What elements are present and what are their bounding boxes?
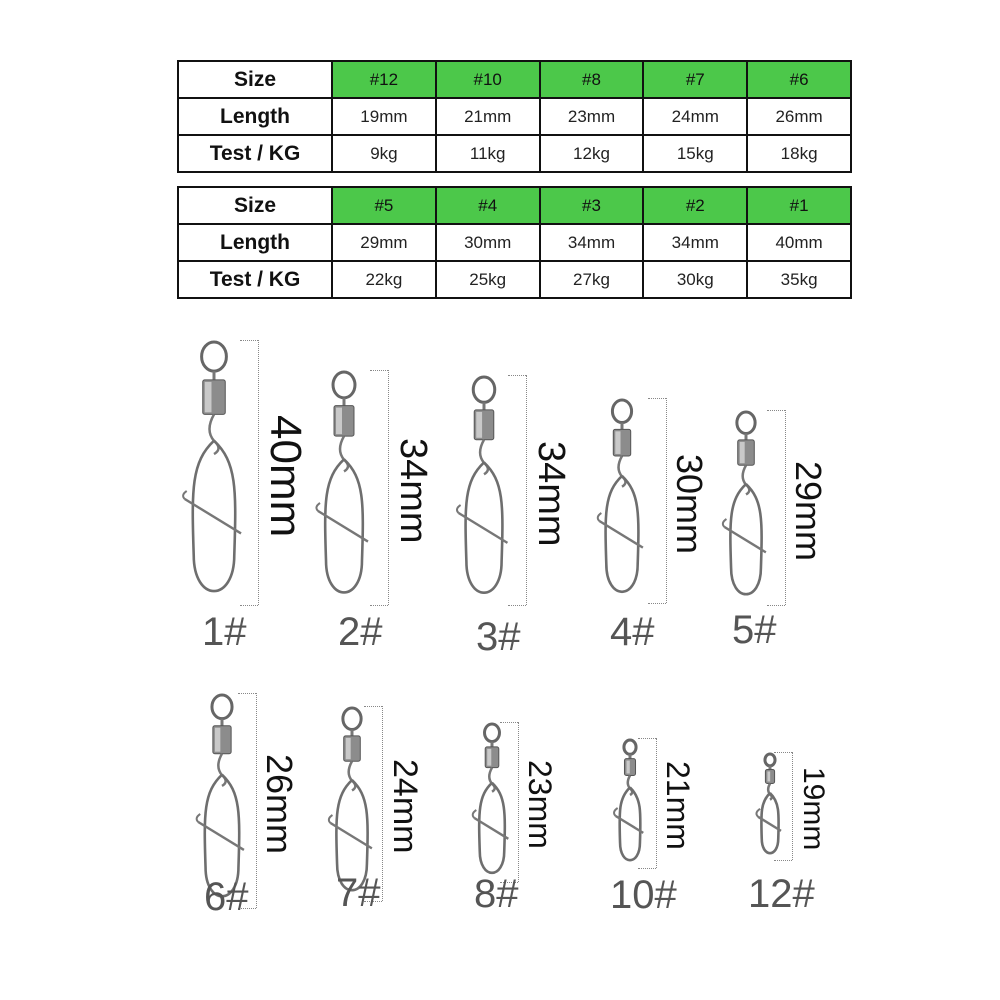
size-cell: #1 <box>747 187 851 224</box>
size-label: 5# <box>732 608 777 652</box>
length-cell: 24mm <box>643 98 747 135</box>
size-cell: #3 <box>540 187 644 224</box>
length-row <box>178 224 851 261</box>
length-cell: 40mm <box>747 224 851 261</box>
spec-table-2 <box>177 186 852 299</box>
length-cell: 30mm <box>436 224 540 261</box>
size-label: 4# <box>610 610 655 654</box>
length-label: 34mm <box>392 438 434 544</box>
size-cell: #5 <box>332 187 436 224</box>
swivel-item <box>188 340 318 654</box>
swivel-item <box>466 722 578 916</box>
dimension-cap-bottom <box>370 605 388 606</box>
length-label: 23mm <box>522 760 558 850</box>
size-label: 1# <box>202 610 247 654</box>
test-cell: 15kg <box>643 135 747 172</box>
length-cell: 26mm <box>747 98 851 135</box>
test-cell: 27kg <box>540 261 644 298</box>
spec-table-1 <box>177 60 852 173</box>
row-header-length: Length <box>178 224 332 261</box>
test-cell: 22kg <box>332 261 436 298</box>
length-cell: 34mm <box>540 224 644 261</box>
length-cell: 19mm <box>332 98 436 135</box>
length-label: 24mm <box>386 759 424 854</box>
dimension-line <box>666 398 667 603</box>
length-cell: 34mm <box>643 224 747 261</box>
dimension-cap-bottom <box>638 868 656 869</box>
dimension-cap-bottom <box>767 605 785 606</box>
dimension-cap-bottom <box>240 605 258 606</box>
size-row <box>178 61 851 98</box>
row-header-test: Test / KG <box>178 261 332 298</box>
size-label: 7# <box>336 871 381 915</box>
size-label: 2# <box>338 610 383 654</box>
length-label: 30mm <box>669 453 710 554</box>
swivel-item <box>604 738 716 917</box>
dimension-cap-top <box>364 706 382 707</box>
length-label: 21mm <box>660 761 696 851</box>
size-cell: #8 <box>540 61 644 98</box>
length-label: 40mm <box>261 415 310 538</box>
size-label: 10# <box>610 873 677 917</box>
length-label: 34mm <box>530 440 572 547</box>
swivel-item <box>720 410 845 652</box>
dimension-cap-bottom <box>648 603 666 604</box>
dimension-line <box>656 738 657 868</box>
test-cell: 35kg <box>747 261 851 298</box>
length-cell: 23mm <box>540 98 644 135</box>
dimension-line <box>792 752 793 860</box>
snap-swivel-icon <box>458 375 508 605</box>
dimension-line <box>258 340 259 605</box>
dimension-line <box>526 375 527 605</box>
length-label: 19mm <box>797 767 830 851</box>
dimension-cap-top <box>240 340 258 341</box>
swivel-item <box>196 693 316 919</box>
snap-swivel-icon <box>744 752 794 860</box>
size-cell: #4 <box>436 187 540 224</box>
size-cell: #2 <box>643 187 747 224</box>
size-label: 3# <box>476 615 521 659</box>
dimension-line <box>382 706 383 901</box>
dimension-cap-top <box>500 722 518 723</box>
snap-swivel-icon <box>720 410 770 605</box>
dimension-cap-top <box>638 738 656 739</box>
length-cell: 29mm <box>332 224 436 261</box>
test-cell: 25kg <box>436 261 540 298</box>
swivel-item <box>596 398 726 654</box>
test-row <box>178 261 851 298</box>
dimension-cap-top <box>774 752 792 753</box>
row-header-size: Size <box>178 61 332 98</box>
dimension-cap-top <box>370 370 388 371</box>
test-cell: 30kg <box>643 261 747 298</box>
snap-swivel-icon <box>318 370 368 605</box>
length-label: 26mm <box>259 753 300 854</box>
snap-swivel-icon <box>188 340 238 605</box>
swivel-item <box>318 370 448 654</box>
snap-swivel-icon <box>466 722 516 882</box>
size-label: 12# <box>748 872 815 916</box>
dimension-line <box>518 722 519 882</box>
dimension-line <box>388 370 389 605</box>
swivel-item <box>458 375 586 659</box>
size-row <box>178 187 851 224</box>
dimension-cap-top <box>238 693 256 694</box>
row-header-test: Test / KG <box>178 135 332 172</box>
dimension-cap-bottom <box>774 860 792 861</box>
test-row <box>178 135 851 172</box>
dimension-cap-top <box>508 375 526 376</box>
length-label: 29mm <box>788 460 829 561</box>
snap-swivel-icon <box>604 738 654 868</box>
length-row <box>178 98 851 135</box>
test-cell: 12kg <box>540 135 644 172</box>
swivel-item <box>744 752 852 916</box>
dimension-line <box>785 410 786 605</box>
test-cell: 9kg <box>332 135 436 172</box>
dimension-cap-bottom <box>508 605 526 606</box>
snap-swivel-icon <box>596 398 646 603</box>
size-label: 8# <box>474 872 519 916</box>
size-cell: #10 <box>436 61 540 98</box>
swivel-item <box>326 706 442 915</box>
size-cell: #6 <box>747 61 851 98</box>
row-header-size: Size <box>178 187 332 224</box>
size-cell: #7 <box>643 61 747 98</box>
dimension-cap-top <box>648 398 666 399</box>
test-cell: 11kg <box>436 135 540 172</box>
row-header-length: Length <box>178 98 332 135</box>
size-label: 6# <box>204 875 249 919</box>
size-cell: #12 <box>332 61 436 98</box>
test-cell: 18kg <box>747 135 851 172</box>
dimension-line <box>256 693 257 908</box>
length-cell: 21mm <box>436 98 540 135</box>
dimension-cap-top <box>767 410 785 411</box>
